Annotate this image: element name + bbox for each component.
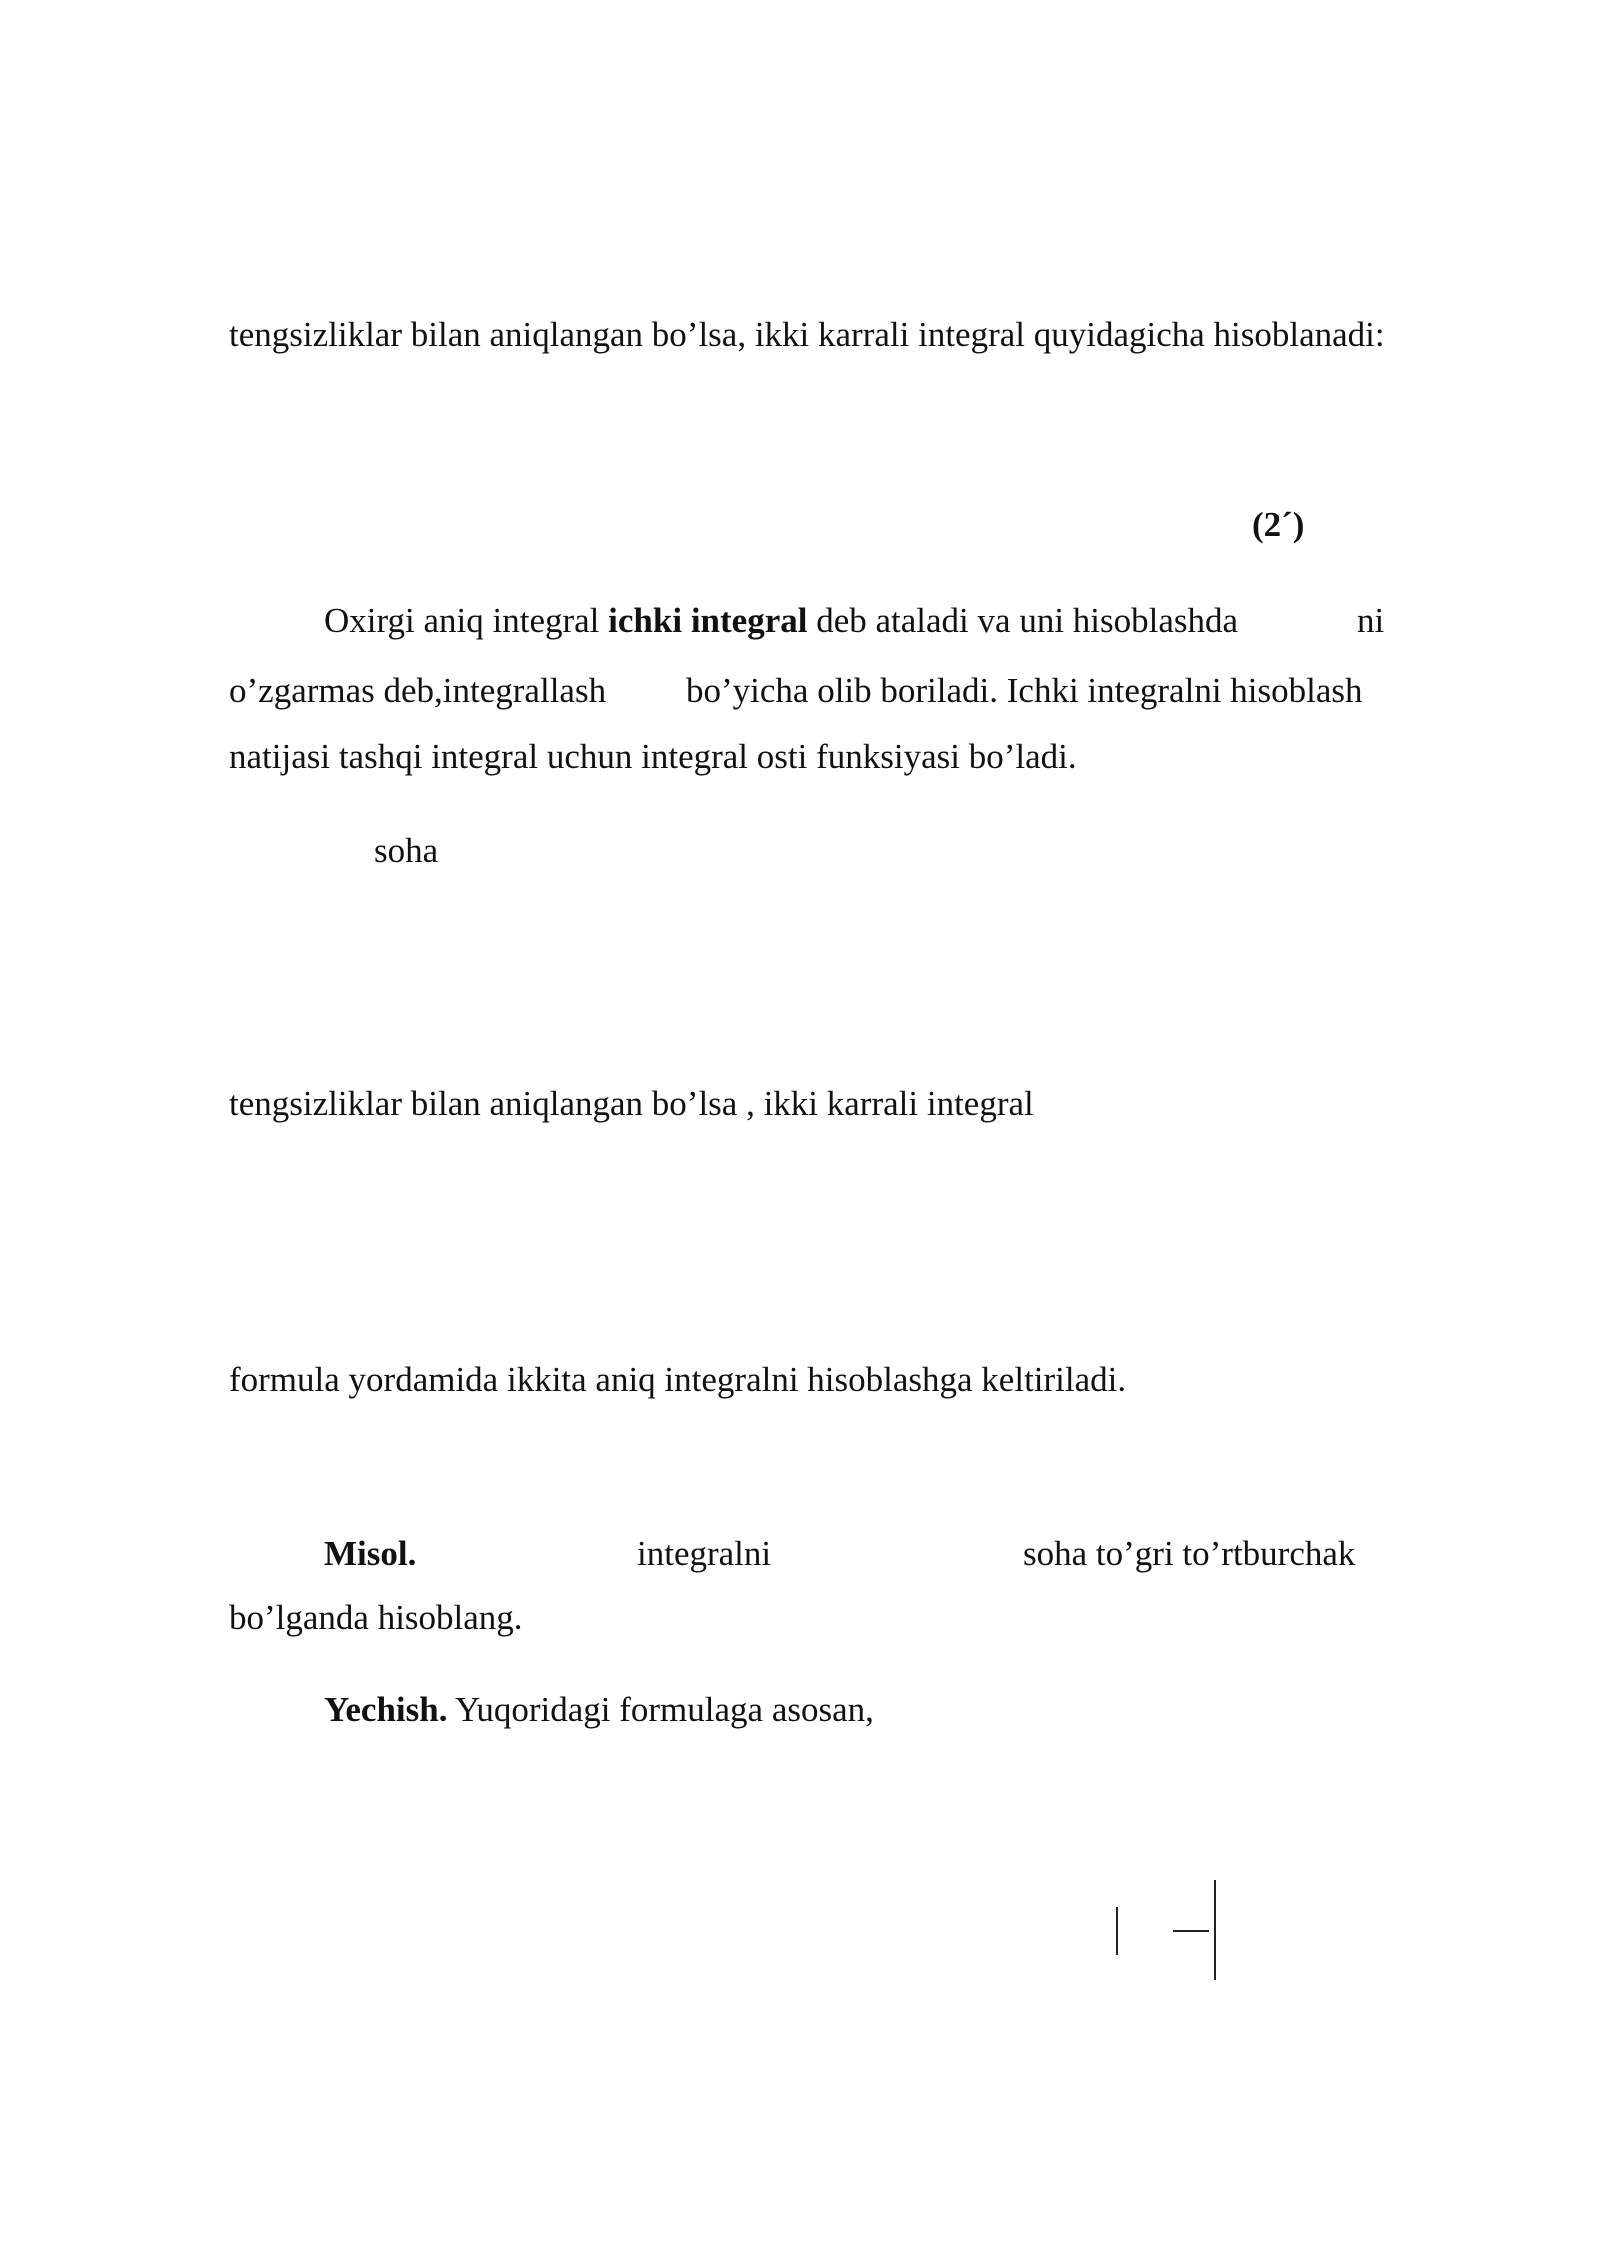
example-label: Misol. [324,1534,417,1573]
equation-number: (2´) [1252,505,1305,544]
paragraph-line: bo’yicha olib boriladi. Ichki integralni hisoblash [686,671,1363,710]
paragraph-line: bo’lganda hisoblang. [229,1598,523,1637]
bold-term: ichki integral [608,601,808,640]
paragraph-text: deb ataladi va uni hisoblashda [807,601,1239,640]
paragraph-line: formula yordamida ikkita aniq integralni hisoblashga keltiriladi. [229,1360,1127,1399]
formula-fraction-line [1173,1930,1209,1932]
paragraph-text: soha [374,831,439,870]
paragraph-line [324,1690,874,1730]
paragraph-line: tengsizliklar bilan aniqlangan bo’lsa, ikki karrali integral quyidagicha hisoblanadi: [229,315,1385,354]
formula-bar [1116,1907,1118,1955]
paragraph-text: soha to’gri to’rtburchak [1023,1534,1356,1573]
solution-label: Yechish. [324,1690,448,1729]
paragraph-line [324,601,1238,641]
paragraph-line: o’zgarmas deb,integrallash [229,671,607,710]
paragraph-text: Oxirgi aniq integral [324,601,609,640]
paragraph-text: ni [1357,601,1385,640]
paragraph-line: natijasi tashqi integral uchun integral osti funksiyasi bo’ladi. [229,737,1077,776]
paragraph-line: tengsizliklar bilan aniqlangan bo’lsa , ikki karrali integral [229,1084,1034,1123]
paragraph-text: integralni [637,1534,772,1573]
paragraph-text: Yuqoridagi formulaga asosan, [447,1690,874,1729]
formula-bar [1214,1880,1216,1980]
